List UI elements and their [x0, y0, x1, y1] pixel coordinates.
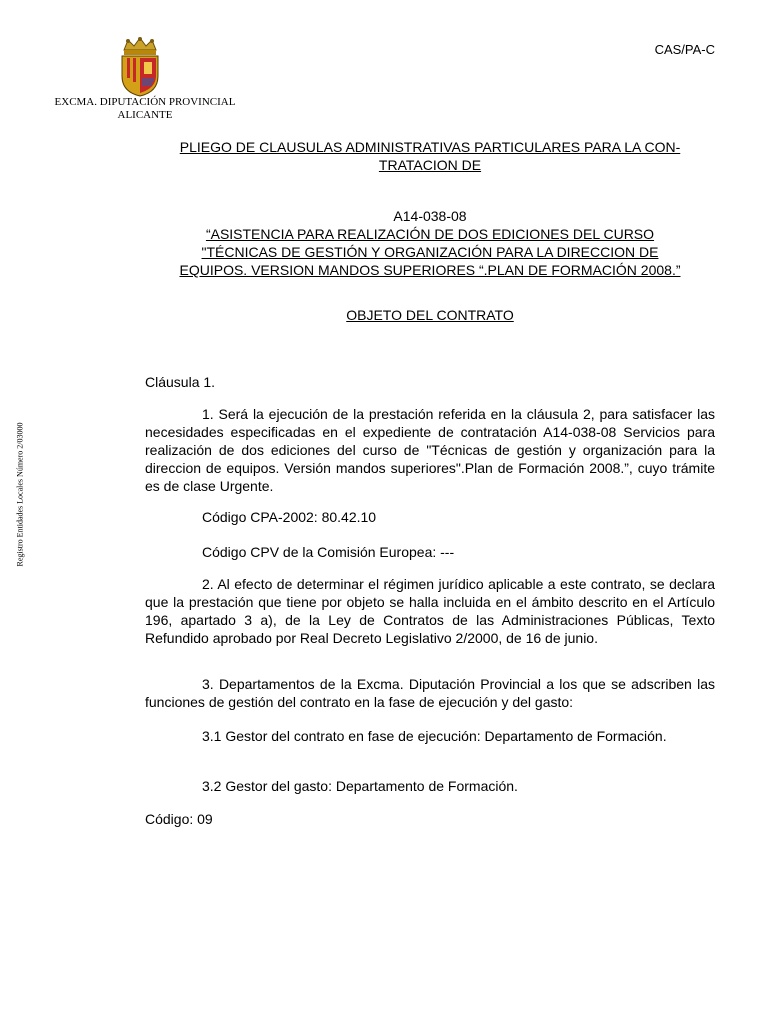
contract-block [145, 207, 715, 279]
cpa-code: Código CPA-2002: 80.42.10 [202, 509, 377, 525]
cpv-code: Código CPV de la Comisión Europea: --- [202, 544, 455, 560]
organization-line-1: EXCMA. DIPUTACIÓN PROVINCIAL [54, 96, 236, 108]
contract-line-2: "TÉCNICAS DE GESTIÓN Y ORGANIZACIÓN PARA LA DIRECCION DE [201, 244, 659, 260]
coat-of-arms-icon [118, 36, 162, 98]
contract-line-3: EQUIPOS. VERSION MANDOS SUPERIORES “.PLAN DE FORMACIÓN 2008.” [179, 262, 681, 278]
document-title [145, 138, 715, 174]
title-line-1: PLIEGO DE CLAUSULAS ADMINISTRATIVAS PARTICULARES PARA LA CON- [179, 139, 681, 155]
clause-code: Código: 09 [145, 811, 213, 827]
contract-code: A14-038-08 [393, 208, 467, 224]
clause-paragraph-3-2: 3.2 Gestor del gasto: Departamento de Formación. [202, 778, 518, 794]
side-registry-note: Registro Entidades Locales Número 2/03000 [15, 422, 25, 567]
organization-line-2: ALICANTE [117, 109, 173, 121]
section-title: OBJETO DEL CONTRATO [346, 307, 514, 323]
clause-paragraph-3: 3. Departamentos de la Excma. Diputación Provincial a los que se adscriben las funciones de gestión del contrato en la fase de ejecución y del gasto: [145, 676, 715, 710]
document-code: CAS/PA-C [654, 42, 715, 57]
clause-paragraph-3-1: 3.1 Gestor del contrato en fase de ejecución: Departamento de Formación. [202, 728, 667, 744]
clause-paragraph-2: 2. Al efecto de determinar el régimen jurídico aplicable a este contrato, se declara que la prestación que tiene por objeto se halla incluida en el ámbito descrito en el Artículo 196, apartado 3 a), de la Ley de Contratos de las Administraciones Públicas, Texto Refundido aprobado por Real Decreto Legislativo 2/2000, de 16 de junio. [145, 576, 715, 646]
organization-name [40, 96, 250, 122]
title-line-2: TRATACION DE [378, 157, 482, 173]
contract-line-1: “ASISTENCIA PARA REALIZACIÓN DE DOS EDICIONES DEL CURSO [205, 226, 655, 242]
clause-paragraph-1: 1. Será la ejecución de la prestación referida en la cláusula 2, para satisfacer las necesidades especificadas en el expediente de contratación A14-038-08 Servicios para realización de dos ediciones del curso de "Técnicas de gestión y organización para la direccion de equipos. Versión mandos superiores".Plan de Formación 2008.”, cuyo trámite es de clase Urgente. [145, 406, 715, 494]
clause-heading: Cláusula 1. [145, 374, 216, 390]
